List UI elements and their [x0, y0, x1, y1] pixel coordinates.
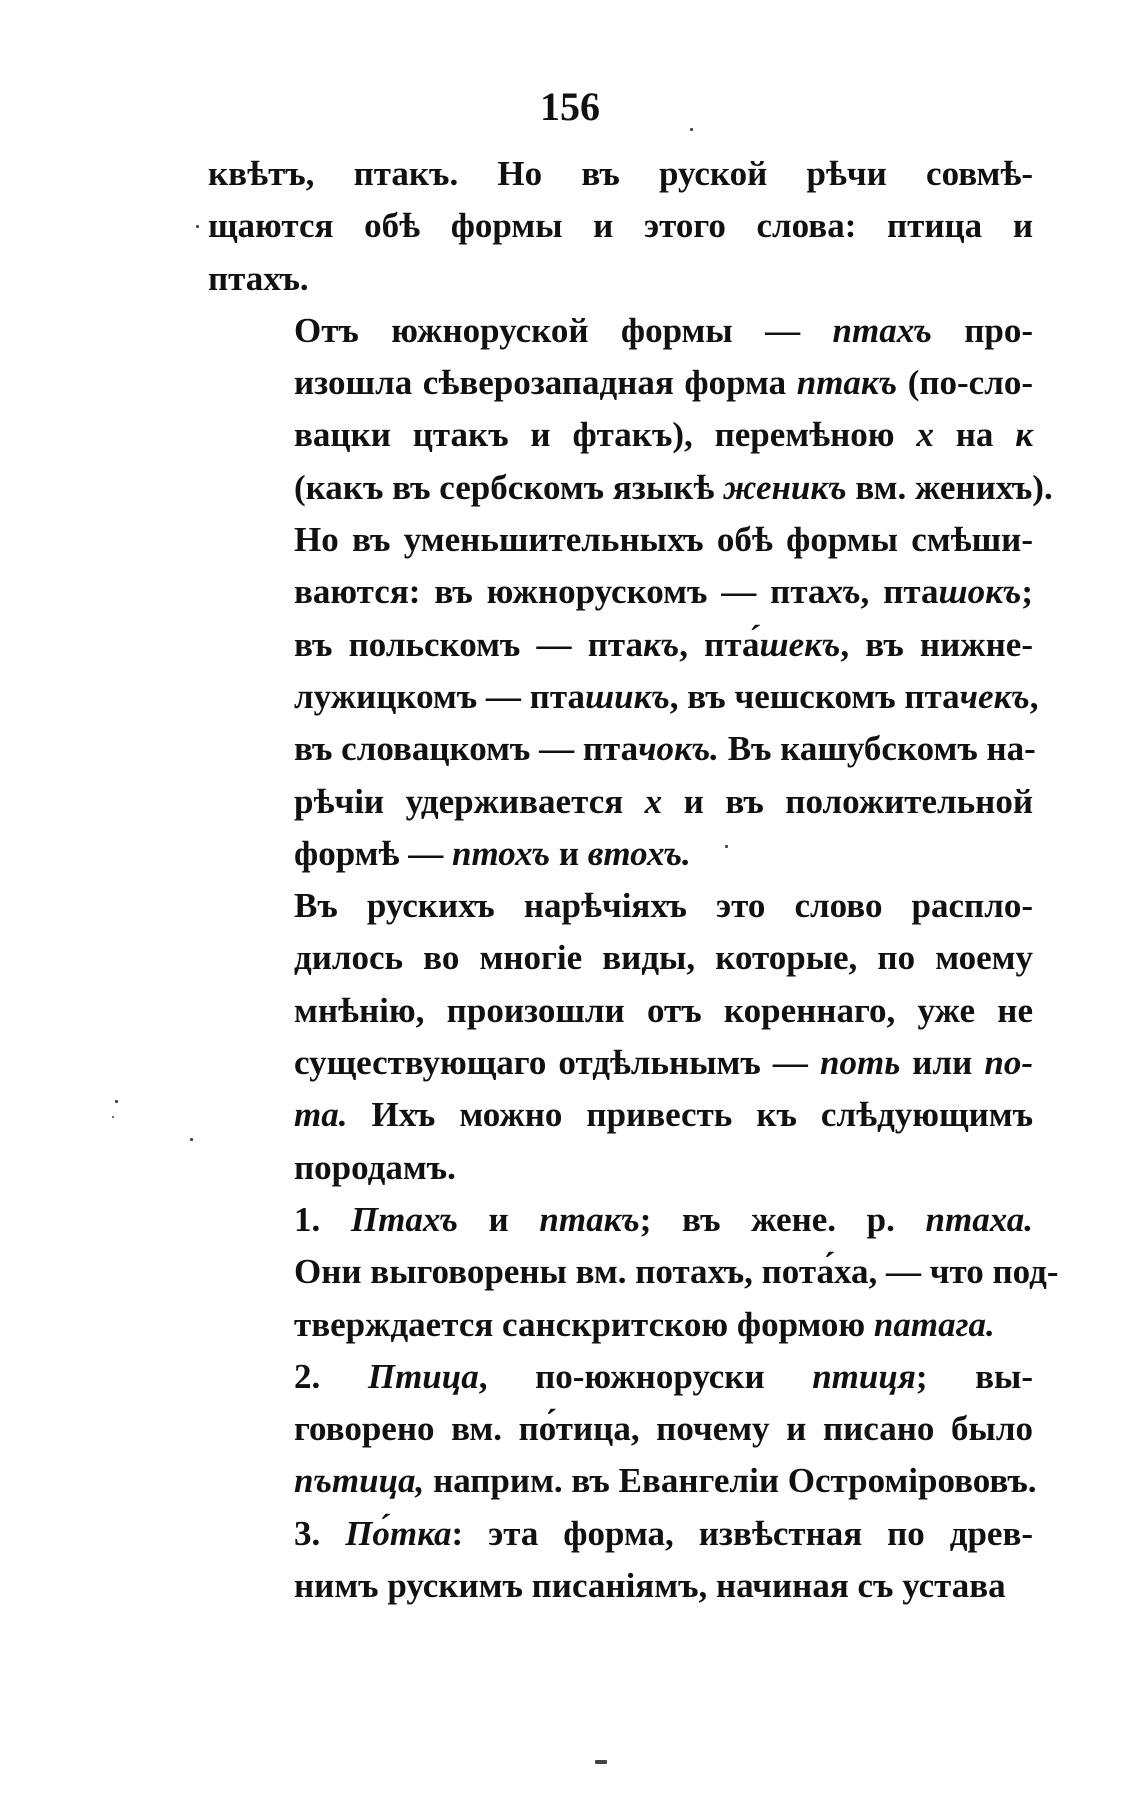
text-line [208, 1560, 1033, 1612]
italic-run: х [644, 781, 663, 821]
text-run: щаются обѣ формы и этого слова: птица и [208, 206, 1033, 246]
text-run: породамъ. [294, 1147, 456, 1187]
italic-run: втохъ. [587, 833, 691, 873]
text-run: Они выговорены вм. потахъ, пота́ха, — что под- [294, 1252, 1059, 1292]
text-run: квѣтъ, птакъ. Но въ руской рѣчи совмѣ- [208, 154, 1033, 193]
paragraph [208, 1351, 1037, 1508]
paragraph [208, 880, 1033, 1194]
italic-run: х [916, 415, 934, 455]
text-line [208, 619, 1033, 671]
italic-run: птаха. [925, 1199, 1033, 1239]
italic-run: шокъ [938, 572, 1022, 612]
text-run: ; [1021, 572, 1033, 612]
text-run: (какъ въ сербскомъ языкѣ [294, 467, 724, 507]
text-run: ; вы- [915, 1356, 1033, 1396]
text-run: нимъ рускимъ писаніямъ, начиная съ устава [294, 1566, 1006, 1606]
text-run: птахъ. [208, 258, 309, 298]
text-line [208, 1508, 1033, 1560]
text-line [208, 828, 1033, 880]
text-run: формѣ — [294, 833, 452, 873]
italic-run: птакъ [796, 363, 898, 403]
italic-run: чокъ. [638, 729, 719, 769]
text-line [208, 671, 1039, 723]
italic-run: По́тка [345, 1513, 452, 1553]
page-number: 156 [540, 84, 600, 129]
italic-run: ́шекъ [759, 624, 841, 664]
text-run: , въ чешскомъ пта [669, 676, 960, 716]
text-run: ; въ жене. р. [639, 1199, 926, 1239]
text-line [208, 1037, 1033, 1089]
text-run: на [933, 415, 1016, 455]
scan-speck [112, 1116, 114, 1118]
text-run: 1. [294, 1199, 351, 1239]
text-run: вацки цтакъ и фтакъ), перемѣною [294, 415, 917, 455]
text-run: наприм. въ Евангеліи Остромірововъ. [424, 1461, 1037, 1501]
text-line [208, 880, 1033, 932]
text-run: мнѣнію, произошли отъ кореннаго, уже не [294, 990, 1033, 1030]
italic-run: чекъ [959, 676, 1030, 716]
text-run: тверждается санскритскою формою [294, 1304, 874, 1344]
text-run: Ихъ можно привесть къ слѣдующимъ [347, 1095, 1033, 1135]
text-line [208, 1403, 1033, 1455]
paragraph [208, 148, 1033, 305]
text-run: или [900, 1043, 985, 1083]
text-run: 2. [294, 1356, 368, 1396]
text-run: Въ рускихъ нарѣчіяхъ это слово распло- [294, 886, 1033, 926]
text-run: говорено вм. по́тица, почему и писано было [294, 1409, 1033, 1449]
text-line [208, 148, 1033, 200]
text-line [208, 566, 1033, 618]
italic-run: Птица [367, 1356, 479, 1396]
scan-speck [190, 1138, 193, 1141]
text-run: и [457, 1199, 540, 1239]
text-run: въ польскомъ — пта [294, 624, 644, 664]
text-run: и [550, 833, 588, 873]
text-run: Но въ уменьшительныхъ обѣ формы смѣши- [294, 520, 1033, 560]
text-run: ваются: въ южнорускомъ — пта [294, 572, 826, 612]
text-run: изошла сѣверозападная форма [294, 363, 797, 403]
text-line [208, 305, 1033, 357]
italic-run: патага. [873, 1304, 995, 1344]
text-run: , въ нижне- [840, 624, 1033, 664]
italic-run: женикъ [723, 467, 847, 507]
text-line [208, 1455, 1037, 1507]
text-line [208, 1142, 1033, 1194]
text-line [208, 200, 1033, 252]
paragraph [208, 1194, 1059, 1351]
text-line [208, 723, 1036, 775]
italic-run: пътица, [294, 1461, 425, 1501]
text-run: и въ положительной [662, 781, 1033, 821]
text-line [208, 932, 1033, 984]
text-run: Въ кашубскомъ на- [718, 729, 1036, 769]
text-line [208, 409, 1033, 461]
text-line [208, 1194, 1033, 1246]
text-run: , [1029, 676, 1039, 716]
text-run: Отъ южноруской формы — [294, 310, 833, 350]
text-line [208, 1089, 1033, 1141]
text-run: лужицкомъ — пта [294, 676, 585, 716]
italic-run: къ [643, 624, 680, 664]
text-run: 3. [294, 1513, 346, 1553]
text-line [208, 253, 1033, 305]
italic-run: птиця [812, 1356, 916, 1396]
text-run: дилось во многіе виды, которые, по моему [294, 938, 1033, 978]
text-run: въ словацкомъ — пта [294, 729, 639, 769]
italic-run: хъ [825, 572, 861, 612]
text-run: : эта форма, извѣстная по древ- [451, 1513, 1033, 1553]
text-line [208, 1299, 1033, 1351]
text-run: существующаго отдѣльнымъ — [294, 1043, 821, 1083]
text-run: , по-южноруски [478, 1356, 813, 1396]
text-run: , пта [679, 624, 760, 664]
italic-run: шикъ [584, 676, 670, 716]
text-run: вм. женихъ). [846, 467, 1053, 507]
italic-run: птохъ [452, 833, 551, 873]
paragraph [208, 1508, 1033, 1613]
italic-run: та. [294, 1095, 348, 1135]
paragraph [208, 305, 1053, 880]
italic-run: птакъ [539, 1199, 640, 1239]
text-line [208, 514, 1033, 566]
italic-run: Птахъ [350, 1199, 458, 1239]
text-line [208, 1246, 1059, 1298]
italic-run: по- [984, 1043, 1034, 1083]
italic-run: поть [820, 1043, 901, 1083]
scan-speck [725, 845, 728, 848]
text-line [208, 985, 1033, 1037]
text-line [208, 357, 1033, 409]
text-run: (по-сло- [897, 363, 1033, 403]
text-line [208, 462, 1053, 514]
text-line [208, 1351, 1033, 1403]
scan-speck [115, 1100, 118, 1103]
text-run: про- [931, 310, 1033, 350]
text-run: , пта [860, 572, 939, 612]
scan-speck [595, 1760, 607, 1764]
scan-speck [196, 225, 199, 228]
italic-run: к [1015, 415, 1033, 455]
text-run: рѣчіи удерживается [294, 781, 645, 821]
scan-speck [690, 128, 693, 131]
italic-run: птахъ [832, 310, 932, 350]
text-line [208, 776, 1033, 828]
body-text [208, 148, 1059, 1612]
